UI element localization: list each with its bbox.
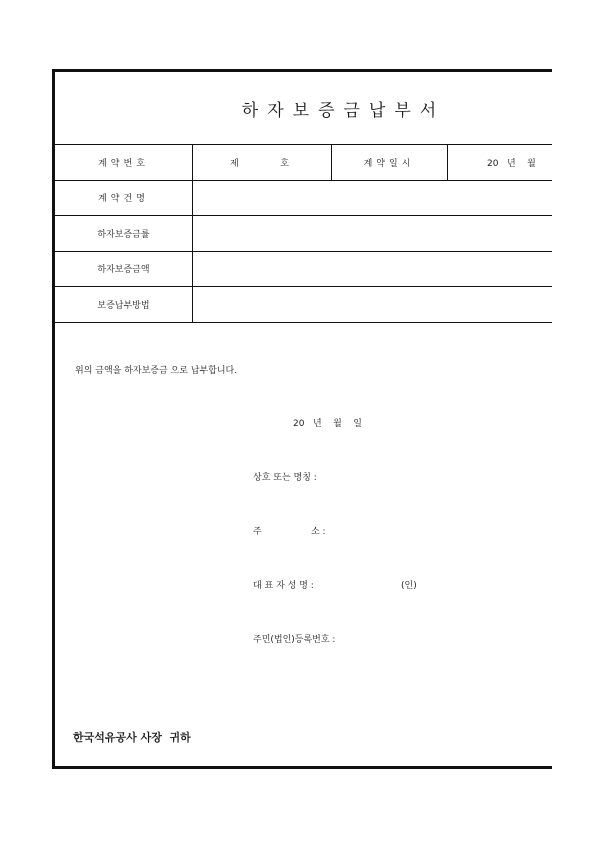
guarantee-amount-label: 하자보증금액 <box>97 265 150 275</box>
company-name-label: 상호 또는 명칭 : <box>253 473 317 483</box>
date-line: 20 년 월 일 <box>293 419 363 429</box>
addressee: 한국석유공사 사장 귀하 <box>73 731 191 744</box>
contract-number-suffix: 호 <box>280 158 289 169</box>
contract-date-label: 계약일시 <box>363 158 415 169</box>
address-label-end: 소 : <box>311 527 326 537</box>
payment-statement: 위의 금액을 하자보증금 으로 납부합니다. <box>75 366 238 376</box>
seal-mark: (인) <box>401 581 417 591</box>
guarantee-amount-field[interactable] <box>192 251 555 286</box>
table-bottom-border <box>55 322 552 323</box>
contract-name-field[interactable] <box>192 180 555 215</box>
form-frame <box>52 69 552 769</box>
contract-date-field[interactable]: 20 년 월 <box>487 158 536 169</box>
contract-number-prefix: 제 <box>230 158 239 169</box>
guarantee-rate-field[interactable] <box>192 215 555 251</box>
document-title: 하자보증금납부서 <box>241 100 446 121</box>
payment-method-label: 보증납부방법 <box>97 300 150 311</box>
registration-number-label: 주민(법인)등록번호 : <box>253 635 336 645</box>
contract-number-field[interactable] <box>192 144 331 180</box>
payment-method-field[interactable] <box>192 286 555 322</box>
contract-number-label: 계약번호 <box>98 158 149 169</box>
guarantee-rate-label: 하자보증금률 <box>97 229 150 240</box>
address-label-start: 주 <box>253 527 262 537</box>
representative-name-label: 대 표 자 성 명 : <box>253 581 314 591</box>
contract-name-label: 계약건명 <box>98 194 149 204</box>
